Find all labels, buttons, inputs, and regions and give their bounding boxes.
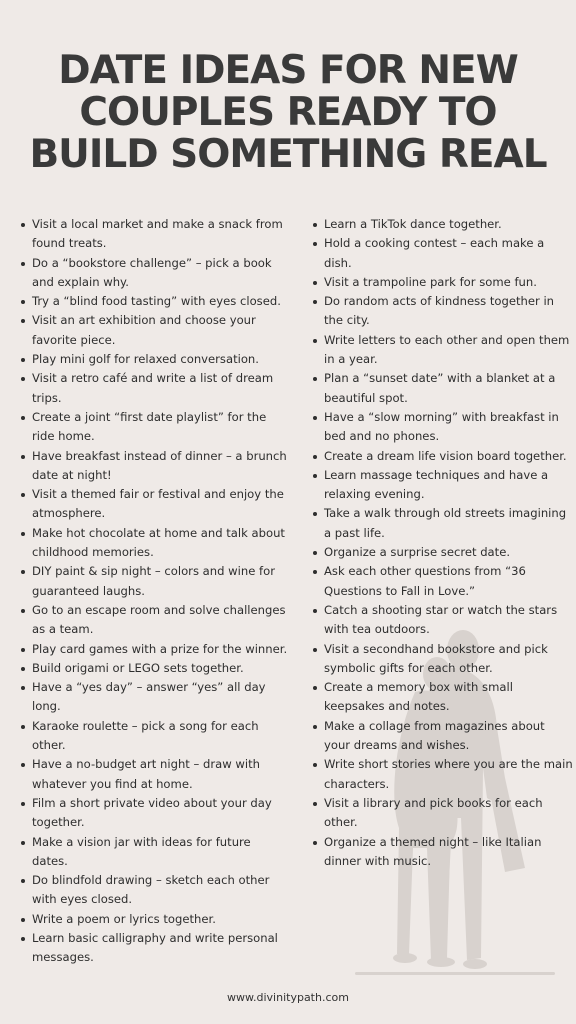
list-item: Do random acts of kindness together in the city.	[312, 292, 574, 331]
list-item: Make hot chocolate at home and talk about childhood memories.	[20, 524, 288, 563]
list-item: Visit a library and pick books for each other.	[312, 794, 574, 833]
title-line: COUPLES READY TO	[79, 90, 497, 135]
list-item: Hold a cooking contest – each make a dish.	[312, 234, 574, 273]
list-item: Try a “blind food tasting” with eyes closed.	[20, 292, 288, 311]
list-item: Have a no-budget art night – draw with whatever you find at home.	[20, 755, 288, 794]
list-item: Have a “slow morning” with breakfast in bed and no phones.	[312, 408, 574, 447]
list-item: Have breakfast instead of dinner – a brunch date at night!	[20, 447, 288, 486]
list-item: Write short stories where you are the main characters.	[312, 755, 574, 794]
list-item: Do blindfold drawing – sketch each other with eyes closed.	[20, 871, 288, 910]
list-item: Have a “yes day” – answer “yes” all day long.	[20, 678, 288, 717]
list-item: Do a “bookstore challenge” – pick a book and explain why.	[20, 254, 288, 293]
list-item: Catch a shooting star or watch the stars with tea outdoors.	[312, 601, 574, 640]
list-item: Ask each other questions from “36 Questions to Fall in Love.”	[312, 562, 574, 601]
title-line: DATE IDEAS FOR NEW	[58, 48, 518, 93]
list-item: Visit a trampoline park for some fun.	[312, 273, 574, 292]
list-item: Write a poem or lyrics together.	[20, 910, 288, 929]
list-item: Karaoke roulette – pick a song for each other.	[20, 717, 288, 756]
title-line: BUILD SOMETHING REAL	[29, 132, 547, 177]
list-item: Visit an art exhibition and choose your favorite piece.	[20, 311, 288, 350]
list-item: Learn basic calligraphy and write personal messages.	[20, 929, 288, 968]
list-item: Organize a themed night – like Italian dinner with music.	[312, 833, 574, 872]
list-item: Play card games with a prize for the winner.	[20, 640, 288, 659]
list-item: Plan a “sunset date” with a blanket at a beautiful spot.	[312, 369, 574, 408]
list-item: Visit a secondhand bookstore and pick symbolic gifts for each other.	[312, 640, 574, 679]
date-ideas-list-right	[312, 215, 574, 871]
list-item: DIY paint & sip night – colors and wine for guaranteed laughs.	[20, 562, 288, 601]
list-item: Take a walk through old streets imagining a past life.	[312, 504, 574, 543]
list-item: Visit a retro café and write a list of dream trips.	[20, 369, 288, 408]
list-item: Write letters to each other and open them in a year.	[312, 331, 574, 370]
date-ideas-list-left	[20, 215, 288, 968]
page-title	[0, 50, 576, 176]
list-item: Make a vision jar with ideas for future dates.	[20, 833, 288, 872]
list-item: Learn massage techniques and have a relaxing evening.	[312, 466, 574, 505]
list-item: Build origami or LEGO sets together.	[20, 659, 288, 678]
list-item: Learn a TikTok dance together.	[312, 215, 574, 234]
list-item: Create a memory box with small keepsakes and notes.	[312, 678, 574, 717]
list-item: Create a joint “first date playlist” for the ride home.	[20, 408, 288, 447]
list-item: Organize a surprise secret date.	[312, 543, 574, 562]
website-url: www.divinitypath.com	[227, 991, 349, 1004]
list-item: Play mini golf for relaxed conversation.	[20, 350, 288, 369]
list-item: Film a short private video about your day together.	[20, 794, 288, 833]
list-item: Create a dream life vision board together.	[312, 447, 574, 466]
list-item: Visit a themed fair or festival and enjoy the atmosphere.	[20, 485, 288, 524]
list-item: Make a collage from magazines about your dreams and wishes.	[312, 717, 574, 756]
list-item: Go to an escape room and solve challenges as a team.	[20, 601, 288, 640]
list-item: Visit a local market and make a snack from found treats.	[20, 215, 288, 254]
